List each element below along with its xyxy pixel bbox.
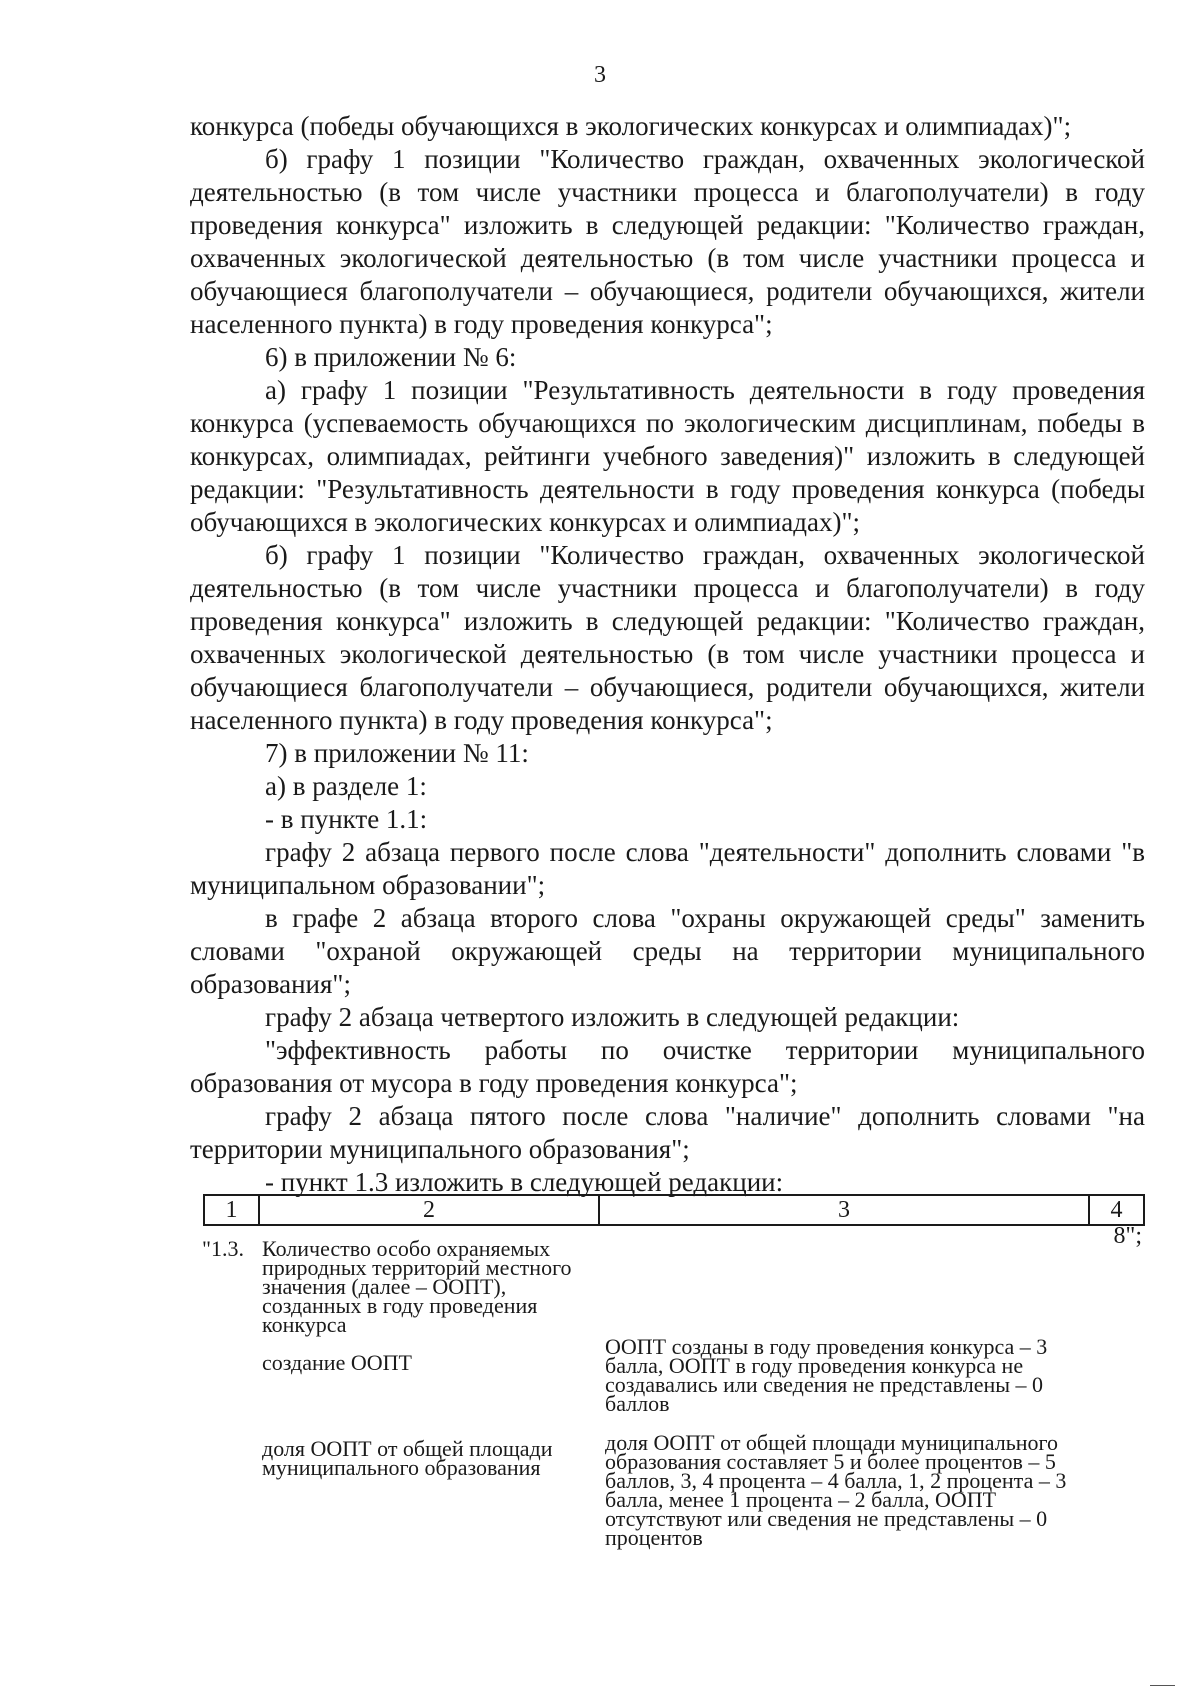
- column-header-2: 2: [259, 1195, 599, 1225]
- sub-item-label: доля ООПТ от общей площади муниципального образования: [262, 1436, 553, 1480]
- paragraph: графу 2 абзаца пятого после слова "наличие" дополнить словами "на территории муниципального образования";: [190, 1101, 1145, 1164]
- column-header-4: 4: [1089, 1195, 1144, 1225]
- column-header-1: 1: [204, 1195, 259, 1225]
- column-header-3: 3: [599, 1195, 1089, 1225]
- paragraph: а) в разделе 1:: [265, 771, 427, 801]
- page-number: 3: [594, 62, 606, 88]
- paragraph: - пункт 1.3 изложить в следующей редакции:: [265, 1167, 784, 1197]
- max-score: 8";: [1113, 1223, 1142, 1249]
- paragraph: 6) в приложении № 6:: [265, 342, 517, 372]
- paragraph: в графе 2 абзаца второго слова "охраны окружающей среды" заменить словами "охраной окружающей среды на территории муниципального образования";: [190, 903, 1145, 999]
- paragraph: "эффективность работы по очистке территории муниципального образования от мусора в году проведения конкурса";: [190, 1035, 1145, 1098]
- paragraph: конкурса (победы обучающихся в экологических конкурсах и олимпиадах)";: [190, 111, 1072, 141]
- column-header-table: [203, 1194, 1145, 1226]
- scan-artifact-line: [1150, 1685, 1175, 1686]
- paragraph: 7) в приложении № 11:: [265, 738, 529, 768]
- document-body: [190, 110, 1145, 1199]
- row-number: "1.3.: [202, 1236, 244, 1261]
- paragraph: б) графу 1 позиции "Количество граждан, охваченных экологической деятельностью (в том числе участники процесса и благополучатели) в году проведения конкурса" изложить в следующей редакции: "Количество граждан, охваченных экологической деятельностью (в том числе участники процесса и обучающиеся благополучатели – обучающиеся, родители обучающихся, жители населенного пункта) в году проведения конкурса";: [190, 540, 1145, 735]
- paragraph: графу 2 абзаца первого после слова "деятельности" дополнить словами "в муниципальном образовании";: [190, 837, 1145, 900]
- sub-item-label: создание ООПТ: [262, 1350, 412, 1375]
- row-title: Количество особо охраняемых природных территорий местного значения (далее – ООПТ), созданных в году проведения конкурса: [262, 1236, 572, 1337]
- paragraph: графу 2 абзаца четвертого изложить в следующей редакции:: [265, 1002, 960, 1032]
- sub-item-criteria: ООПТ созданы в году проведения конкурса – 3 балла, ООПТ в году проведения конкурса не создавались или сведения не представлены – 0 баллов: [605, 1334, 1048, 1416]
- table-header-row: [204, 1195, 1144, 1225]
- paragraph: - в пункте 1.1:: [265, 804, 428, 834]
- paragraph: б) графу 1 позиции "Количество граждан, охваченных экологической деятельностью (в том числе участники процесса и благополучатели) в году проведения конкурса" изложить в следующей редакции: "Количество граждан, охваченных экологической деятельностью (в том числе участники процесса и обучающиеся благополучатели – обучающиеся, родители обучающихся, жители населенного пункта) в году проведения конкурса";: [190, 144, 1145, 339]
- paragraph: а) графу 1 позиции "Результативность деятельности в году проведения конкурса (успеваемость обучающихся по экологическим дисциплинам, победы в конкурсах, олимпиадах, рейтинги учебного заведения)" изложить в следующей редакции: "Результативность деятельности в году проведения конкурса (победы обучающихся в экологических конкурсах и олимпиадах)";: [190, 375, 1145, 537]
- sub-item-criteria: доля ООПТ от общей площади муниципального образования составляет 5 и более процентов – 5 баллов, 3, 4 процента – 4 балла, 1, 2 процента – 3 балла, менее 1 процента – 2 балла, ООПТ отсутствуют или сведения не представлены – 0 процентов: [605, 1430, 1067, 1550]
